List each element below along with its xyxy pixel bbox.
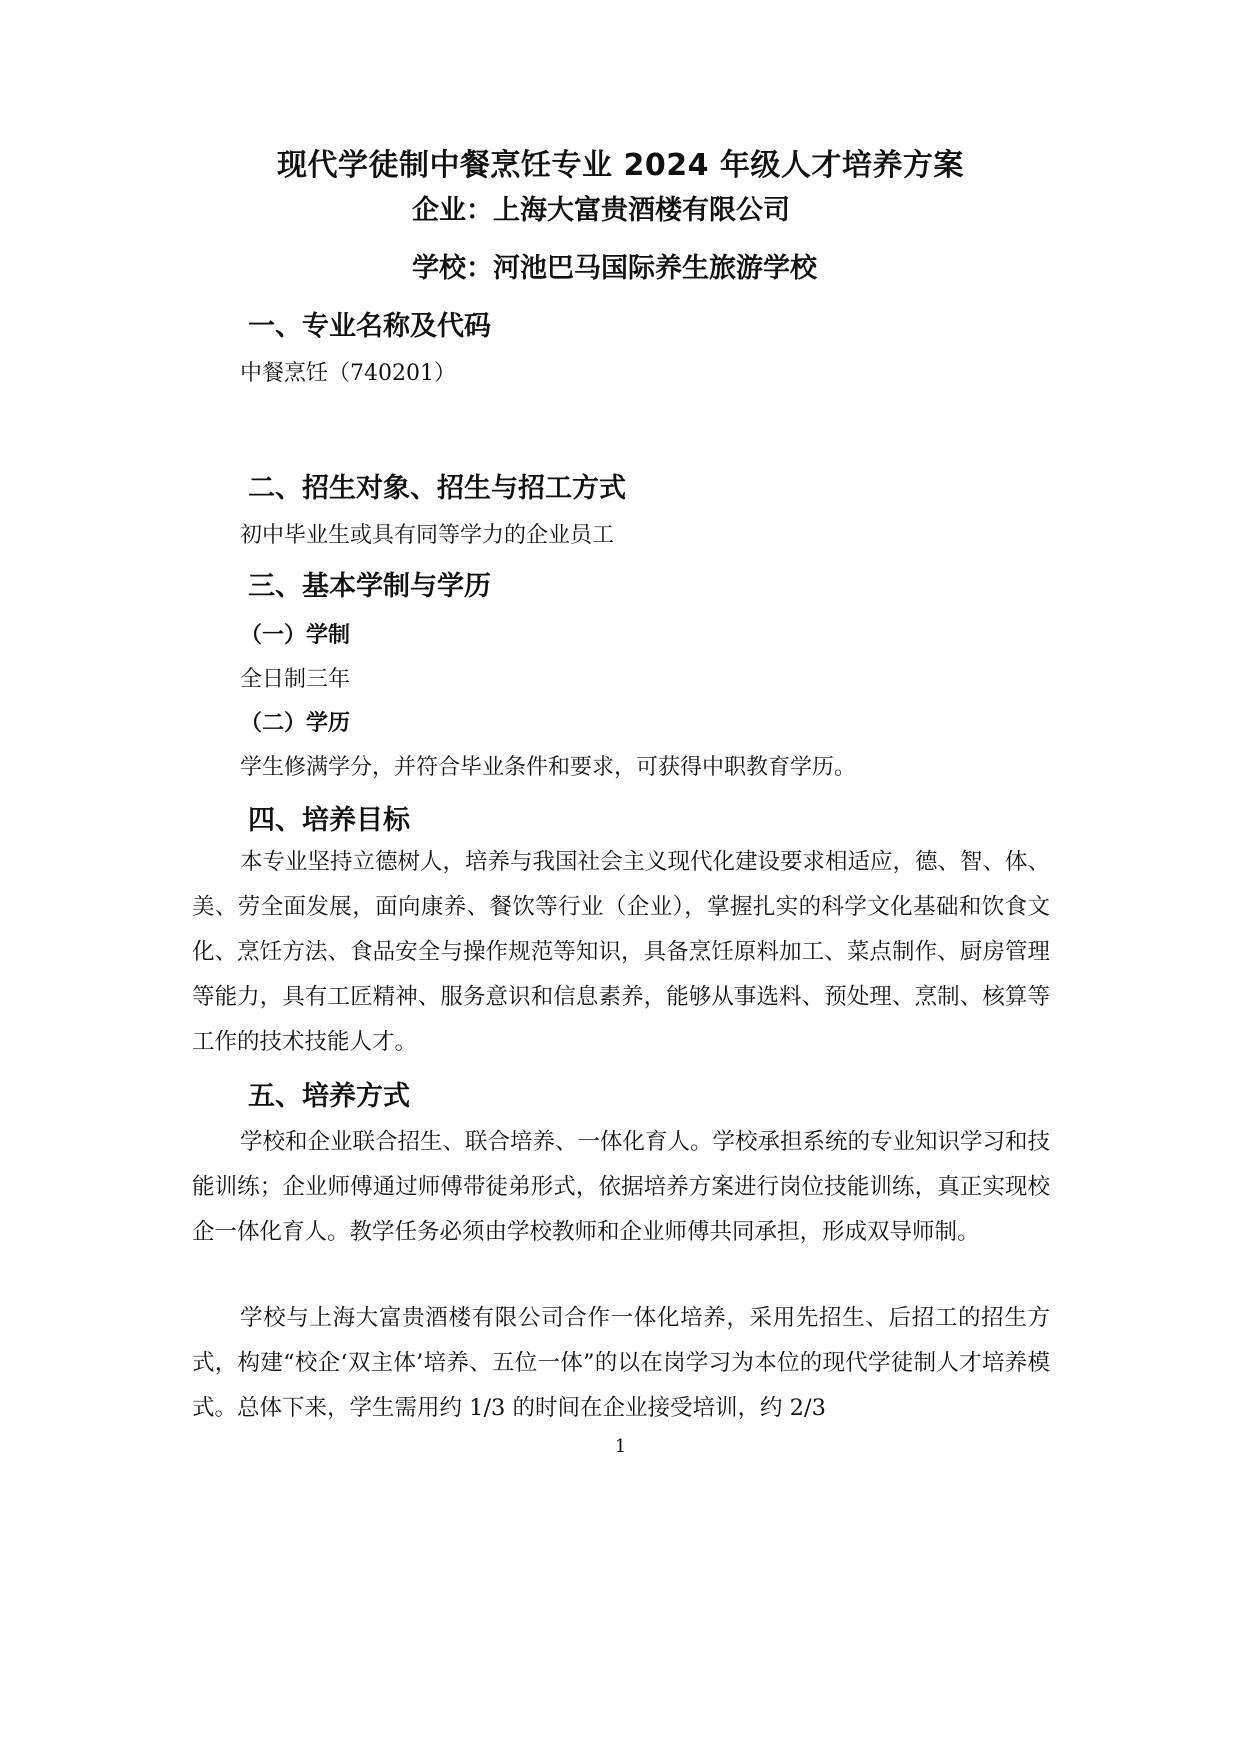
section-1-heading: 一、专业名称及代码 xyxy=(248,311,491,342)
section-2-heading: 二、招生对象、招生与招工方式 xyxy=(248,473,626,504)
page-number: 1 xyxy=(614,1436,627,1457)
section-3-text-2: 学生修满学分，并符合毕业条件和要求，可获得中职教育学历。 xyxy=(240,755,857,780)
section-1-text: 中餐烹饪（740201） xyxy=(240,361,456,386)
document-title: 现代学徒制中餐烹饪专业 2024 年级人才培养方案 xyxy=(277,148,964,183)
section-5-paragraph-2: 学校与上海大富贵酒楼有限公司合作一体化培养，采用先招生、后招工的招生方式，构建“校企‘双主体’培养、五位一体”的以在岗学习为本位的现代学徒制人才培养模式。总体下来，学生需用约 1/3 的时间在企业接受培训，约 2/3 xyxy=(192,1305,1050,1421)
enterprise-line: 企业：上海大富贵酒楼有限公司 xyxy=(412,195,790,226)
section-5-paragraph-1: 学校和企业联合招生、联合培养、一体化育人。学校承担系统的专业知识学习和技能训练；企业师傅通过师傅带徒弟形式，依据培养方案进行岗位技能训练，真正实现校企一体化育人。教学任务必须由学校教师和企业师傅共同承担，形成双导师制。 xyxy=(192,1129,1051,1245)
section-4-paragraph: 本专业坚持立德树人，培养与我国社会主义现代化建设要求相适应，德、智、体、美、劳全面发展，面向康养、餐饮等行业（企业），掌握扎实的科学文化基础和饮食文化、烹饪方法、食品安全与操作规范等知识，具备烹饪原料加工、菜点制作、厨房管理等能力，具有工匠精神、服务意识和信息素养，能够从事选料、预处理、烹制、核算等工作的技术技能人才。 xyxy=(192,849,1051,1055)
section-5-heading: 五、培养方式 xyxy=(248,1081,410,1112)
section-2-text: 初中毕业生或具有同等学力的企业员工 xyxy=(240,523,615,548)
section-4-heading: 四、培养目标 xyxy=(248,805,410,836)
school-line: 学校：河池巴马国际养生旅游学校 xyxy=(412,253,817,284)
section-3-heading: 三、基本学制与学历 xyxy=(248,571,491,602)
section-3-sub-2: （二）学历 xyxy=(240,711,351,736)
section-3-text-1: 全日制三年 xyxy=(240,667,351,692)
section-3-sub-1: （一）学制 xyxy=(240,623,351,648)
